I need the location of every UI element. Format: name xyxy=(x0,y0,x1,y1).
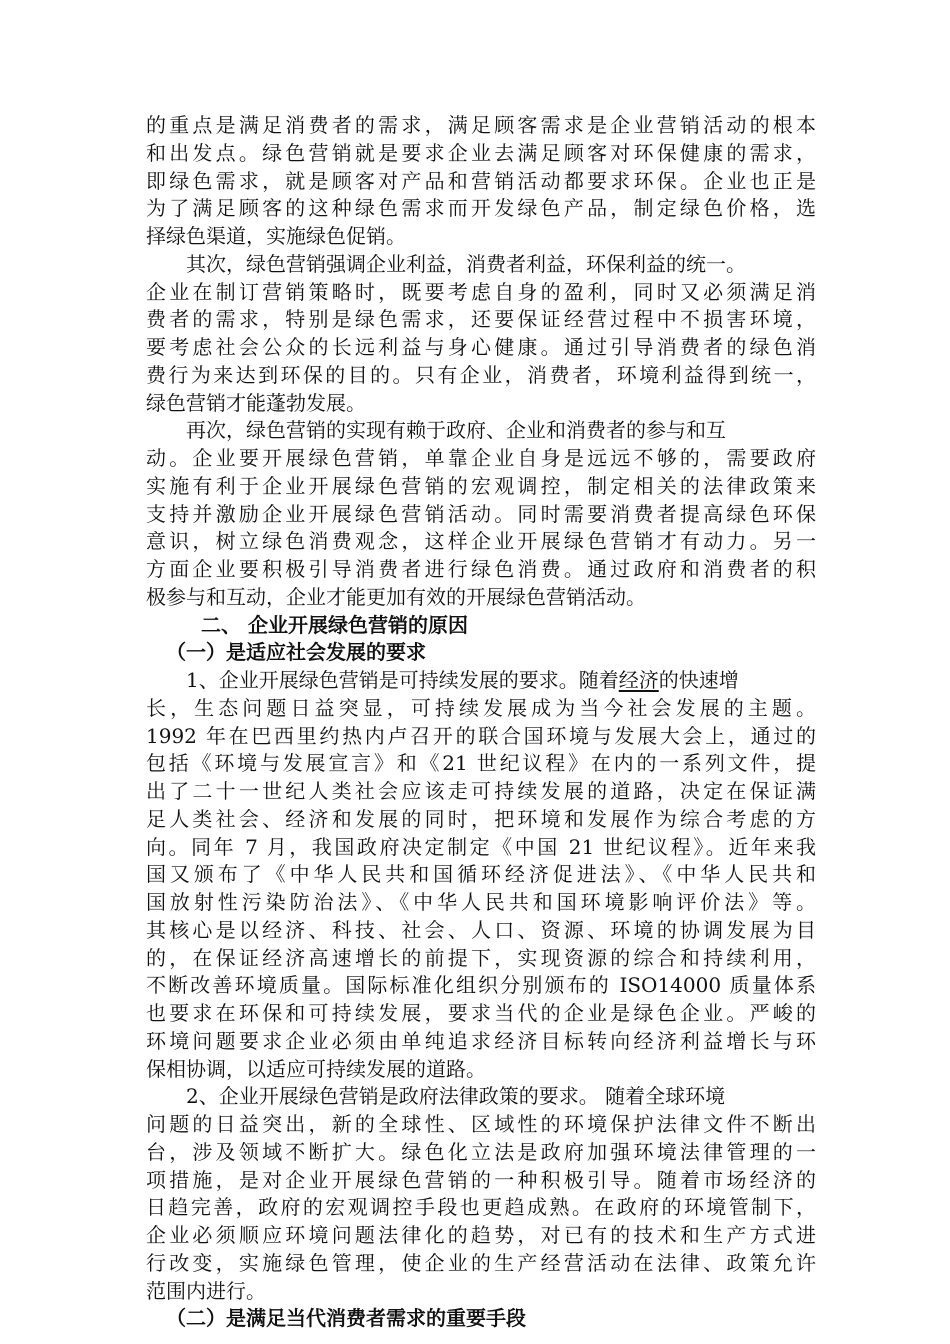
text-line xyxy=(146,1111,816,1139)
line-text: 其核心是以经济、科技、社会、人口、资源、环境的协调发展为目 xyxy=(146,917,816,942)
text-line xyxy=(146,445,816,473)
text-line xyxy=(146,667,816,695)
line-text: 的，在保证经济高速增长的前提下，实现资源的综合和持续利用， xyxy=(146,945,816,970)
line-text: 费者的需求，特别是绿色需求，还要保证经营过程中不损害环境， xyxy=(146,307,816,332)
line-text: 实施有利于企业开展绿色营销的宏观调控，制定相关的法律政策来 xyxy=(146,473,816,498)
line-text: 二、 企业开展绿色营销的原因 xyxy=(201,612,468,637)
text-line xyxy=(146,1028,816,1056)
line-text: 2、企业开展绿色营销是政府法律政策的要求。 随着全球环境 xyxy=(186,1084,726,1109)
text-line xyxy=(146,473,816,501)
text-line xyxy=(146,1250,816,1278)
line-text: 择绿色渠道，实施绿色促销。 xyxy=(146,224,406,248)
text-line xyxy=(146,806,816,834)
subsection-heading xyxy=(146,639,816,667)
text-line xyxy=(146,1167,816,1195)
body-text xyxy=(146,112,816,1333)
line-text: 也要求在环保和可持续发展，要求当代的企业是绿色企业。严峻的 xyxy=(146,1001,816,1025)
text-line xyxy=(146,501,816,529)
text-line xyxy=(146,1000,816,1028)
line-text: 即绿色需求，就是顾客对产品和营销活动都要求环保。企业也正是 xyxy=(146,168,816,193)
text-line xyxy=(146,584,816,612)
text-line xyxy=(146,695,816,723)
line-text: 1992 年在巴西里约热内卢召开的联合国环境与发展大会上，通过的 xyxy=(146,723,816,748)
line-text: 动。企业要开展绿色营销，单靠企业自身是远远不够的，需要政府 xyxy=(146,446,816,470)
line-text: 其次，绿色营销强调企业利益，消费者利益，环保利益的统一。 xyxy=(186,251,746,276)
text-line xyxy=(146,362,816,390)
text-line xyxy=(146,251,816,279)
text-line xyxy=(146,1222,816,1250)
text-line xyxy=(146,306,816,334)
line-text: 项措施，是对企业开展绿色营销的一种积极引导。随着市场经济的 xyxy=(146,1167,816,1192)
line-text: 的快速增 xyxy=(658,668,739,692)
text-line xyxy=(146,1083,816,1111)
line-text: 方面企业要积极引导消费者进行绿色消费。通过政府和消费者的积 xyxy=(146,557,816,581)
text-line xyxy=(146,861,816,889)
text-line xyxy=(146,750,816,778)
economy-link[interactable]: 经济 xyxy=(618,668,659,692)
line-text: 绿色营销才能蓬勃发展。 xyxy=(146,390,366,415)
text-line xyxy=(146,279,816,307)
line-text: 问题的日益突出，新的全球性、区域性的环境保护法律文件不断出 xyxy=(146,1112,816,1136)
line-text: 的重点是满足消费者的需求，满足顾客需求是企业营销活动的根本 xyxy=(146,113,816,137)
line-text: 支持并激励企业开展绿色营销活动。同时需要消费者提高绿色环保 xyxy=(146,501,816,526)
line-text: 国放射性污染防治法》、《中华人民共和国环境影响评价法》等。 xyxy=(146,890,816,914)
line-text: 企业必须顺应环境问题法律化的趋势，对已有的技术和生产方式进 xyxy=(146,1223,816,1247)
line-text: 要考虑社会公众的长远利益与身心健康。通过引导消费者的绿色消 xyxy=(146,335,816,359)
line-text: 费行为来达到环保的目的。只有企业，消费者，环境利益得到统一， xyxy=(146,362,816,387)
text-line xyxy=(146,140,816,168)
line-text: 环境问题要求企业必须由单纯追求经济目标转向经济利益增长与环 xyxy=(146,1028,816,1053)
line-text: 台，涉及领域不断扩大。绿色化立法是政府加强环境法律管理的一 xyxy=(146,1139,816,1164)
line-text: 向。同年 7 月，我国政府决定制定《中国 21 世纪议程》。近年来我 xyxy=(146,834,816,859)
line-text: 包括《环境与发展宣言》和《21 世纪议程》在内的一系列文件，提 xyxy=(146,751,816,776)
text-line xyxy=(146,723,816,751)
text-line xyxy=(146,417,816,445)
subsection-heading xyxy=(146,1305,816,1333)
text-line xyxy=(146,917,816,945)
line-text: 再次，绿色营销的实现有赖于政府、企业和消费者的参与和互 xyxy=(186,418,726,443)
text-line xyxy=(146,945,816,973)
line-text: 出了二十一世纪人类社会应该走可持续发展的道路，决定在保证满 xyxy=(146,779,816,803)
text-line xyxy=(146,223,816,251)
text-line xyxy=(146,1278,816,1306)
text-line xyxy=(146,556,816,584)
text-line xyxy=(146,334,816,362)
line-text: 和出发点。绿色营销就是要求企业去满足顾客对环保健康的需求， xyxy=(146,140,816,165)
text-line xyxy=(146,1056,816,1084)
text-line xyxy=(146,528,816,556)
text-line xyxy=(146,889,816,917)
line-text: 长，生态问题日益突显，可持续发展成为当今社会发展的主题。 xyxy=(146,695,816,720)
text-line xyxy=(146,1194,816,1222)
line-text: 不断改善环境质量。国际标准化组织分别颁布的 ISO14000 质量体系 xyxy=(146,973,816,998)
text-line xyxy=(146,1139,816,1167)
line-text: 行改变，实施绿色管理，使企业的生产经营活动在法律、政策允许 xyxy=(146,1250,816,1275)
text-line xyxy=(146,778,816,806)
text-line xyxy=(146,168,816,196)
line-text: 足人类社会、经济和发展的同时，把环境和发展作为综合考虑的方 xyxy=(146,806,816,831)
line-text: 国又颁布了《中华人民共和国循环经济促进法》、《中华人民共和 xyxy=(146,862,816,887)
line-text: 1、企业开展绿色营销是可持续发展的要求。随着 xyxy=(186,668,619,692)
line-text: 保相协调，以适应可持续发展的道路。 xyxy=(146,1056,486,1081)
text-line xyxy=(146,834,816,862)
line-text: 极参与和互动，企业才能更加有效的开展绿色营销活动。 xyxy=(146,584,646,609)
line-text: 日趋完善，政府的宏观调控手段也更趋成熟。在政府的环境管制下， xyxy=(146,1195,816,1220)
text-line xyxy=(146,195,816,223)
text-line xyxy=(146,112,816,140)
line-text: 范围内进行。 xyxy=(146,1278,266,1303)
line-text: （二）是满足当代消费者需求的重要手段 xyxy=(166,1306,526,1331)
line-text: （一）是适应社会发展的要求 xyxy=(166,640,426,665)
line-text: 意识，树立绿色消费观念，这样企业开展绿色营销才有动力。另一 xyxy=(146,529,816,554)
line-text: 为了满足顾客的这种绿色需求而开发绿色产品，制定绿色价格，选 xyxy=(146,196,816,221)
text-line xyxy=(146,390,816,418)
text-line xyxy=(146,972,816,1000)
line-text: 企业在制订营销策略时，既要考虑自身的盈利，同时又必须满足消 xyxy=(146,279,816,304)
section-heading xyxy=(146,612,816,640)
